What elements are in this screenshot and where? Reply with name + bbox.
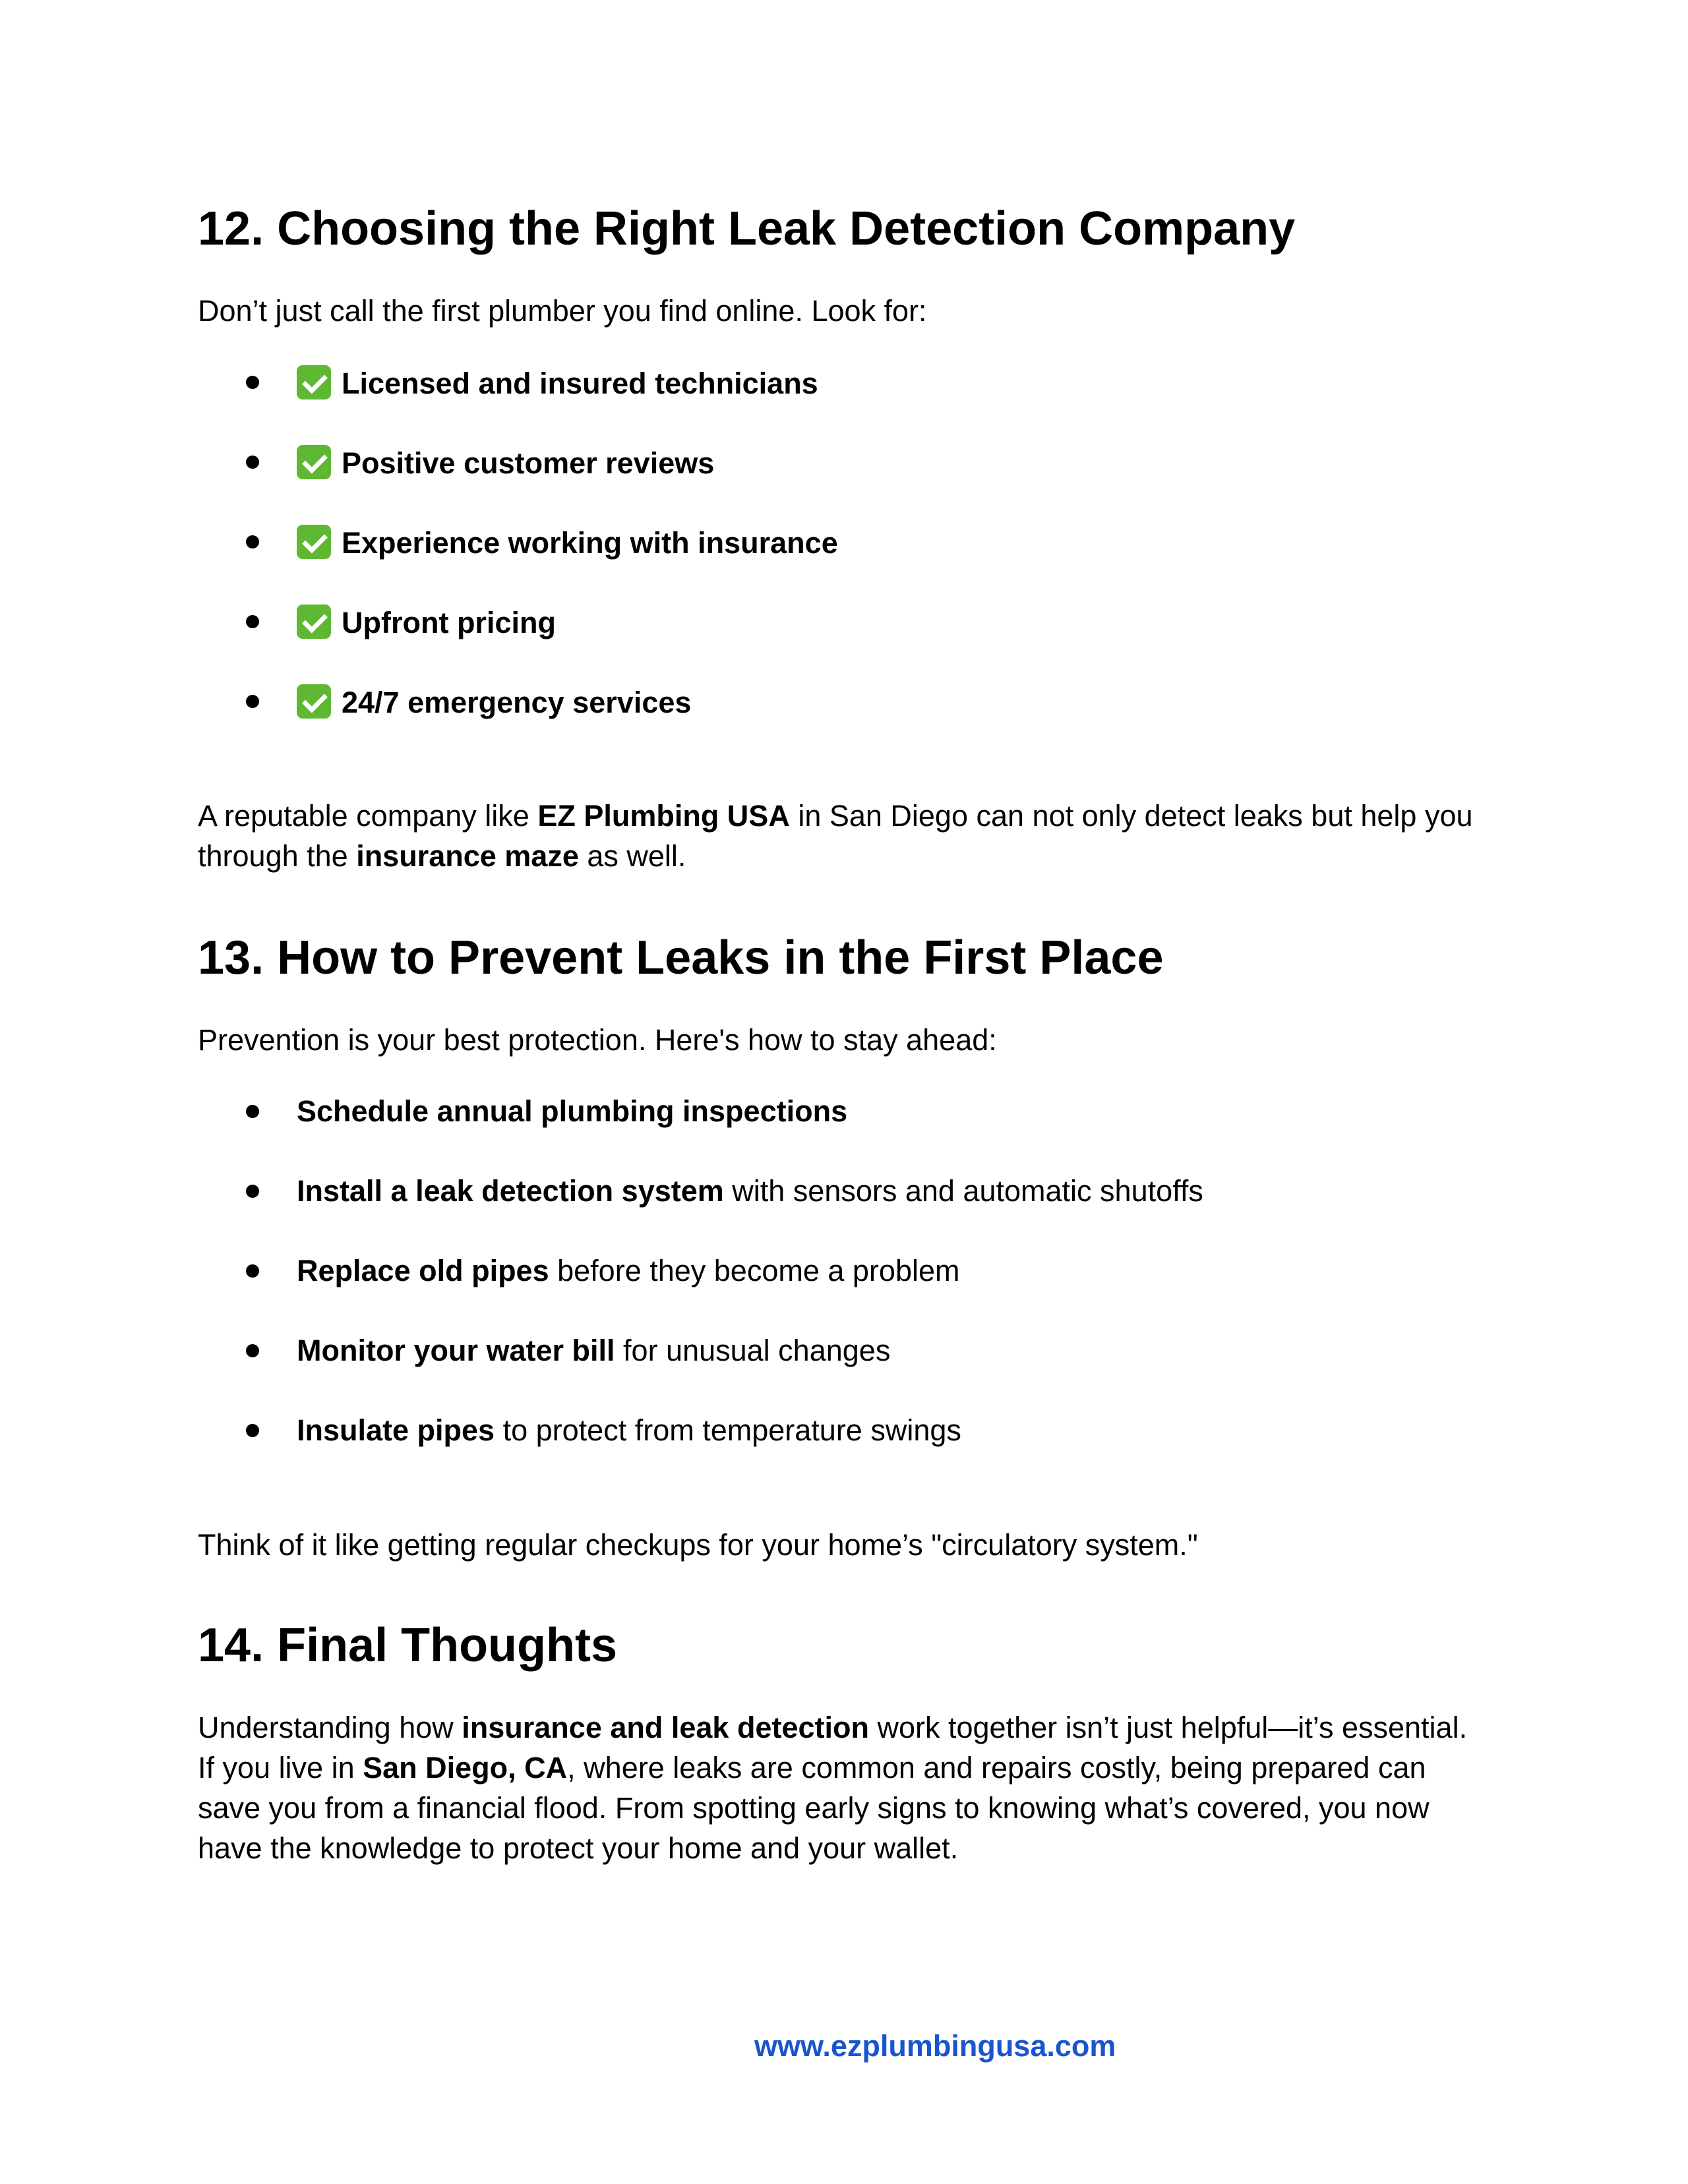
tip-bold: Schedule annual plumbing inspections: [297, 1094, 848, 1128]
tip-bold: Insulate pipes: [297, 1413, 495, 1447]
tip-rest: with sensors and automatic shutoffs: [723, 1174, 1203, 1208]
tip-bold: Replace old pipes: [297, 1254, 549, 1287]
check-mark-icon: [297, 365, 331, 399]
section-12-closing: A reputable company like EZ Plumbing USA in San Diego can not only detect leaks but help you through the insurance maze as well.: [198, 799, 1473, 873]
check-mark-icon: [297, 445, 331, 479]
list-item-text: Experience working with insurance: [342, 526, 838, 560]
tip-bold: Install a leak detection system: [297, 1174, 724, 1208]
section-12-heading: 12. Choosing the Right Leak Detection Company: [198, 202, 1296, 255]
insurance-maze-emphasis: insurance maze: [356, 839, 579, 873]
section-13-heading: 13. How to Prevent Leaks in the First Place: [198, 931, 1164, 984]
bullet-icon: [246, 1424, 259, 1437]
bullet-icon: [246, 376, 259, 389]
bullet-icon: [246, 456, 259, 469]
check-mark-icon: [297, 605, 331, 639]
list-item-text: Positive customer reviews: [342, 446, 715, 480]
footer-website-link[interactable]: www.ezplumbingusa.com: [754, 2029, 1116, 2063]
bullet-icon: [246, 615, 259, 628]
tip-bold: Monitor your water bill: [297, 1334, 615, 1367]
tip-rest: before they become a problem: [549, 1254, 960, 1287]
bullet-icon: [246, 535, 259, 548]
check-mark-icon: [297, 525, 331, 559]
bullet-icon: [246, 695, 259, 708]
bullet-icon: [246, 1185, 259, 1198]
tip-rest: to protect from temperature swings: [495, 1413, 961, 1447]
section-14-body: Understanding how insurance and leak detection work together isn’t just helpful—it’s essential. If you live in San Diego, CA, where leaks are common and repairs costly, being prepared can save you from a financial flood. From spotting early signs to knowing what’s covered, you now have the knowledge to protect your home and your wallet.: [198, 1711, 1468, 1865]
tip-rest: for unusual changes: [615, 1334, 891, 1367]
check-mark-icon: [297, 684, 331, 719]
list-item-text: Licensed and insured technicians: [342, 367, 818, 400]
list-item-text: 24/7 emergency services: [342, 686, 692, 719]
insurance-leak-detection-emphasis: insurance and leak detection: [462, 1711, 869, 1744]
bullet-icon: [246, 1105, 259, 1118]
company-name: EZ Plumbing USA: [537, 799, 790, 833]
bullet-icon: [246, 1344, 259, 1357]
section-13-intro: Prevention is your best protection. Here's how to stay ahead:: [198, 1023, 997, 1057]
section-13-closing: Think of it like getting regular checkups for your home’s "circulatory system.": [198, 1528, 1198, 1562]
location-emphasis: San Diego, CA: [363, 1751, 568, 1785]
section-12-intro: Don’t just call the first plumber you find online. Look for:: [198, 294, 927, 328]
list-item-text: Upfront pricing: [342, 606, 556, 639]
bullet-icon: [246, 1264, 259, 1278]
section-14-heading: 14. Final Thoughts: [198, 1619, 618, 1672]
